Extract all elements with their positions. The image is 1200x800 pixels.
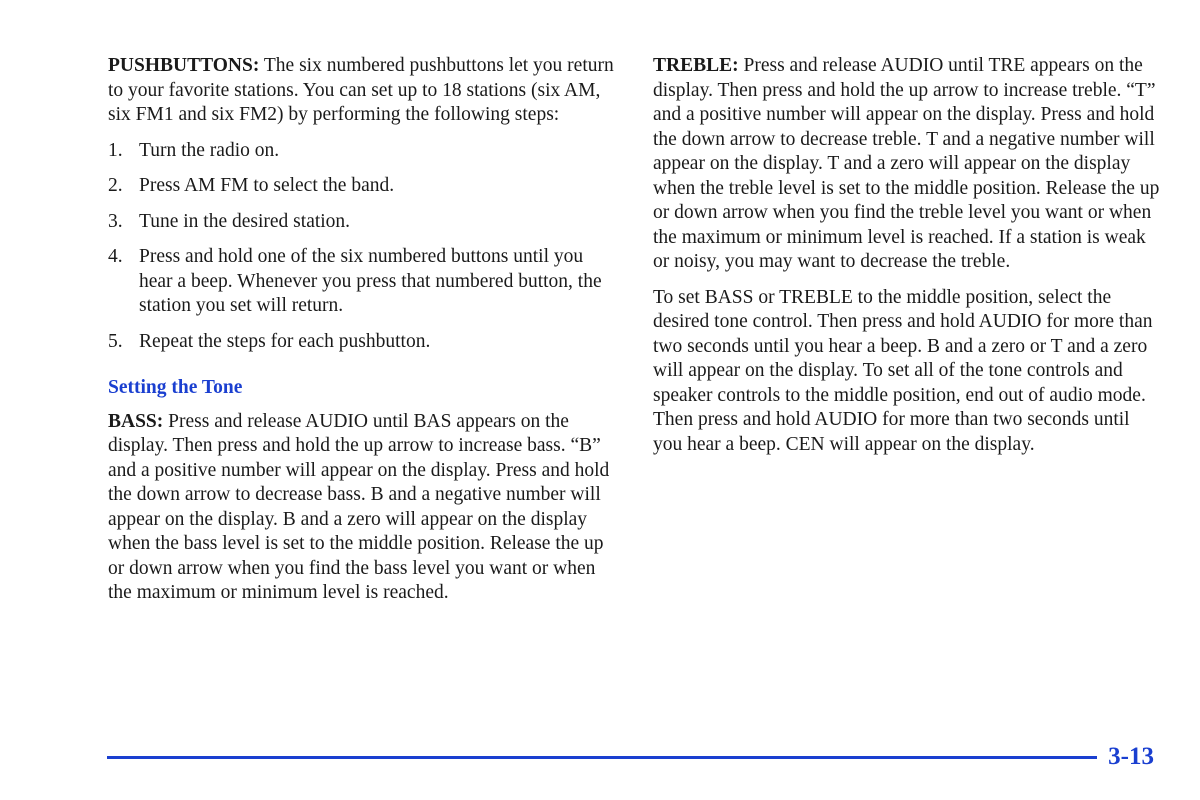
- step-number: 3.: [108, 210, 123, 232]
- step-text: Press and hold one of the six numbered buttons until you hear a beep. Whenever you press that numbered button, the station you set will return.: [139, 246, 602, 316]
- treble-lead: TREBLE:: [653, 55, 739, 76]
- pushbuttons-paragraph: [108, 54, 616, 128]
- list-item: [108, 139, 616, 164]
- list-item: [108, 330, 616, 355]
- list-item: [108, 210, 616, 235]
- footer-rule: [107, 756, 1097, 759]
- treble-text: Press and release AUDIO until TRE appears on the display. Then press and hold the up arrow to increase treble. “T” and a positive number will appear on the display. Press and hold the down arrow to decrease treble. T and a negative number will appear on the display. T and a zero will appear on the display when the treble level is set to the middle position. Release the up or down arrow when you find the treble level you want or when the maximum or minimum level is reached. If a station is weak or noisy, you may want to decrease the treble.: [653, 55, 1160, 272]
- step-number: 2.: [108, 175, 123, 196]
- bass-lead: BASS:: [108, 410, 164, 432]
- pushbuttons-text: The six numbered pushbuttons let you return to your favorite stations. You can set up to 18 stations (six AM, six FM1 and six FM2) by performing the following steps:: [108, 55, 614, 125]
- step-number: 5.: [108, 330, 123, 352]
- step-text: Repeat the steps for each pushbutton.: [139, 330, 431, 352]
- section-heading-setting-the-tone: Setting the Tone: [108, 377, 243, 398]
- left-column: [108, 54, 616, 617]
- right-column: [653, 54, 1163, 468]
- list-item: [108, 174, 616, 199]
- list-item: [108, 245, 616, 319]
- middle-position-paragraph: To set BASS or TREBLE to the middle position, select the desired tone control. Then press and hold AUDIO for more than two seconds until you hear a beep. B and a zero or T and a zero will appear on the display. To set all of the tone controls and speaker controls to the middle position, end out of audio mode. Then press and hold AUDIO for more than two seconds until you hear a beep. CEN will appear on the display.: [653, 286, 1153, 455]
- bass-paragraph: [108, 410, 616, 606]
- step-number: 1.: [108, 139, 123, 161]
- pushbuttons-lead: PUSHBUTTONS:: [108, 55, 260, 76]
- page-number: 3-13: [1108, 743, 1154, 770]
- step-text: Press AM FM to select the band.: [139, 175, 395, 196]
- step-text: Turn the radio on.: [139, 139, 280, 161]
- step-text: Tune in the desired station.: [139, 210, 351, 232]
- treble-paragraph: [653, 54, 1163, 275]
- bass-text: Press and release AUDIO until BAS appears on the display. Then press and hold the up arrow to increase bass. “B” and a positive number will appear on the display. Press and hold the down arrow to decrease bass. B and a negative number will appear on the display. B and a zero will appear on the display when the bass level is set to the middle position. Release the up or down arrow when you find the bass level you want or when the maximum or minimum level is reached.: [108, 410, 610, 603]
- step-number: 4.: [108, 246, 123, 267]
- pushbutton-steps-list: [108, 139, 616, 355]
